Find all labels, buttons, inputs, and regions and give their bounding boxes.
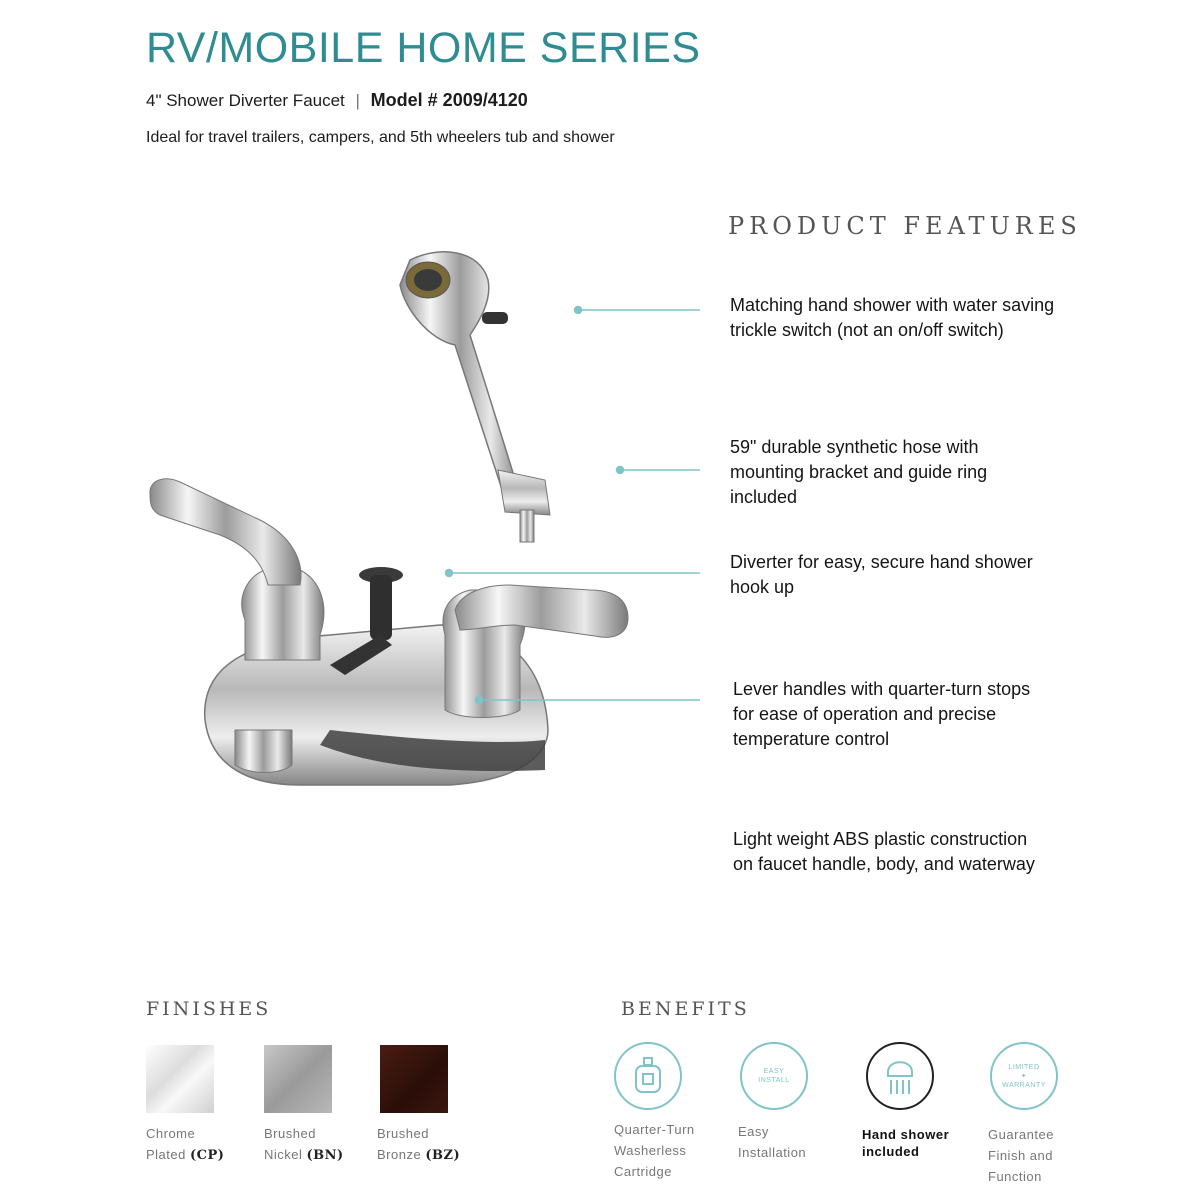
benefit-line: Installation	[738, 1145, 807, 1160]
bronze-swatch	[380, 1045, 448, 1113]
chrome-label	[146, 1123, 224, 1166]
benefit-hand-shower-label	[862, 1126, 949, 1160]
product-features-heading: PRODUCT FEATURES	[728, 212, 1082, 240]
benefit-line: Finish and	[988, 1148, 1053, 1163]
benefits-heading: BENEFITS	[621, 998, 750, 1020]
benefit-line: included	[862, 1144, 920, 1159]
finish-name: Brushed	[264, 1126, 316, 1141]
feature-line: included	[730, 487, 798, 507]
icon-text: LIMITED	[1008, 1063, 1040, 1071]
benefit-line: Washerless	[614, 1143, 687, 1158]
hand-shower-icon	[866, 1042, 934, 1110]
separator: |	[355, 91, 360, 110]
benefit-line: Cartridge	[614, 1164, 672, 1179]
icon-text: INSTALL	[758, 1077, 790, 1084]
feature-hand-shower	[730, 293, 1150, 343]
benefit-easy-install-label	[738, 1121, 806, 1163]
hand-shower-graphic	[400, 252, 550, 542]
finish-code: (CP)	[190, 1148, 225, 1163]
faucet-product-image	[0, 240, 720, 800]
benefit-line: Quarter-Turn	[614, 1122, 695, 1137]
model-number: Model # 2009/4120	[370, 90, 528, 110]
feature-diverter	[730, 550, 1150, 600]
feature-line: trickle switch (not an on/off switch)	[730, 320, 1004, 340]
feature-line: temperature control	[733, 729, 890, 749]
icon-text: WARRANTY	[1002, 1081, 1046, 1089]
feature-line: on faucet handle, body, and waterway	[733, 854, 1035, 874]
bronze-label	[377, 1123, 460, 1166]
finish-name: Plated	[146, 1147, 186, 1162]
feature-abs-construction	[733, 827, 1153, 877]
feature-lever-handles	[733, 677, 1153, 752]
feature-line: Light weight ABS plastic construction	[733, 829, 1028, 849]
feature-line: for ease of operation and precise	[733, 704, 997, 724]
benefit-line: Hand shower	[862, 1127, 950, 1142]
benefit-guarantee-label	[988, 1124, 1054, 1187]
faucet-body-graphic	[150, 479, 628, 785]
feature-line: 59" durable synthetic hose with	[730, 437, 979, 457]
product-subtitle	[146, 90, 528, 111]
feature-hose	[730, 435, 1150, 510]
finish-name: Nickel	[264, 1147, 303, 1162]
easy-install-icon	[740, 1042, 808, 1110]
benefit-line: Guarantee	[988, 1127, 1054, 1142]
feature-line: Lever handles with quarter-turn stops	[733, 679, 1031, 699]
finish-name: Chrome	[146, 1126, 196, 1141]
finishes-heading: FINISHES	[146, 998, 272, 1020]
benefit-line: Function	[988, 1169, 1042, 1184]
feature-line: hook up	[730, 577, 795, 597]
nickel-label	[264, 1123, 344, 1166]
benefit-cartridge-label	[614, 1119, 695, 1182]
feature-line: Matching hand shower with water saving	[730, 295, 1055, 315]
finish-name: Bronze	[377, 1147, 422, 1162]
nickel-swatch	[264, 1045, 332, 1113]
tagline: Ideal for travel trailers, campers, and 5th wheelers tub and shower	[146, 129, 615, 146]
feature-line: Diverter for easy, secure hand shower	[730, 552, 1033, 572]
benefit-line: Easy	[738, 1124, 769, 1139]
finish-code: (BN)	[306, 1148, 344, 1163]
finish-name: Brushed	[377, 1126, 429, 1141]
page-title: RV/MOBILE HOME SERIES	[146, 24, 701, 72]
feature-line: mounting bracket and guide ring	[730, 462, 988, 482]
cartridge-icon	[614, 1042, 682, 1110]
finish-code: (BZ)	[425, 1148, 461, 1163]
product-name: 4" Shower Diverter Faucet	[146, 91, 345, 110]
chrome-swatch	[146, 1045, 214, 1113]
guarantee-icon: LIMITED ✦ WARRANTY	[990, 1042, 1058, 1110]
icon-text: EASY	[763, 1068, 785, 1075]
